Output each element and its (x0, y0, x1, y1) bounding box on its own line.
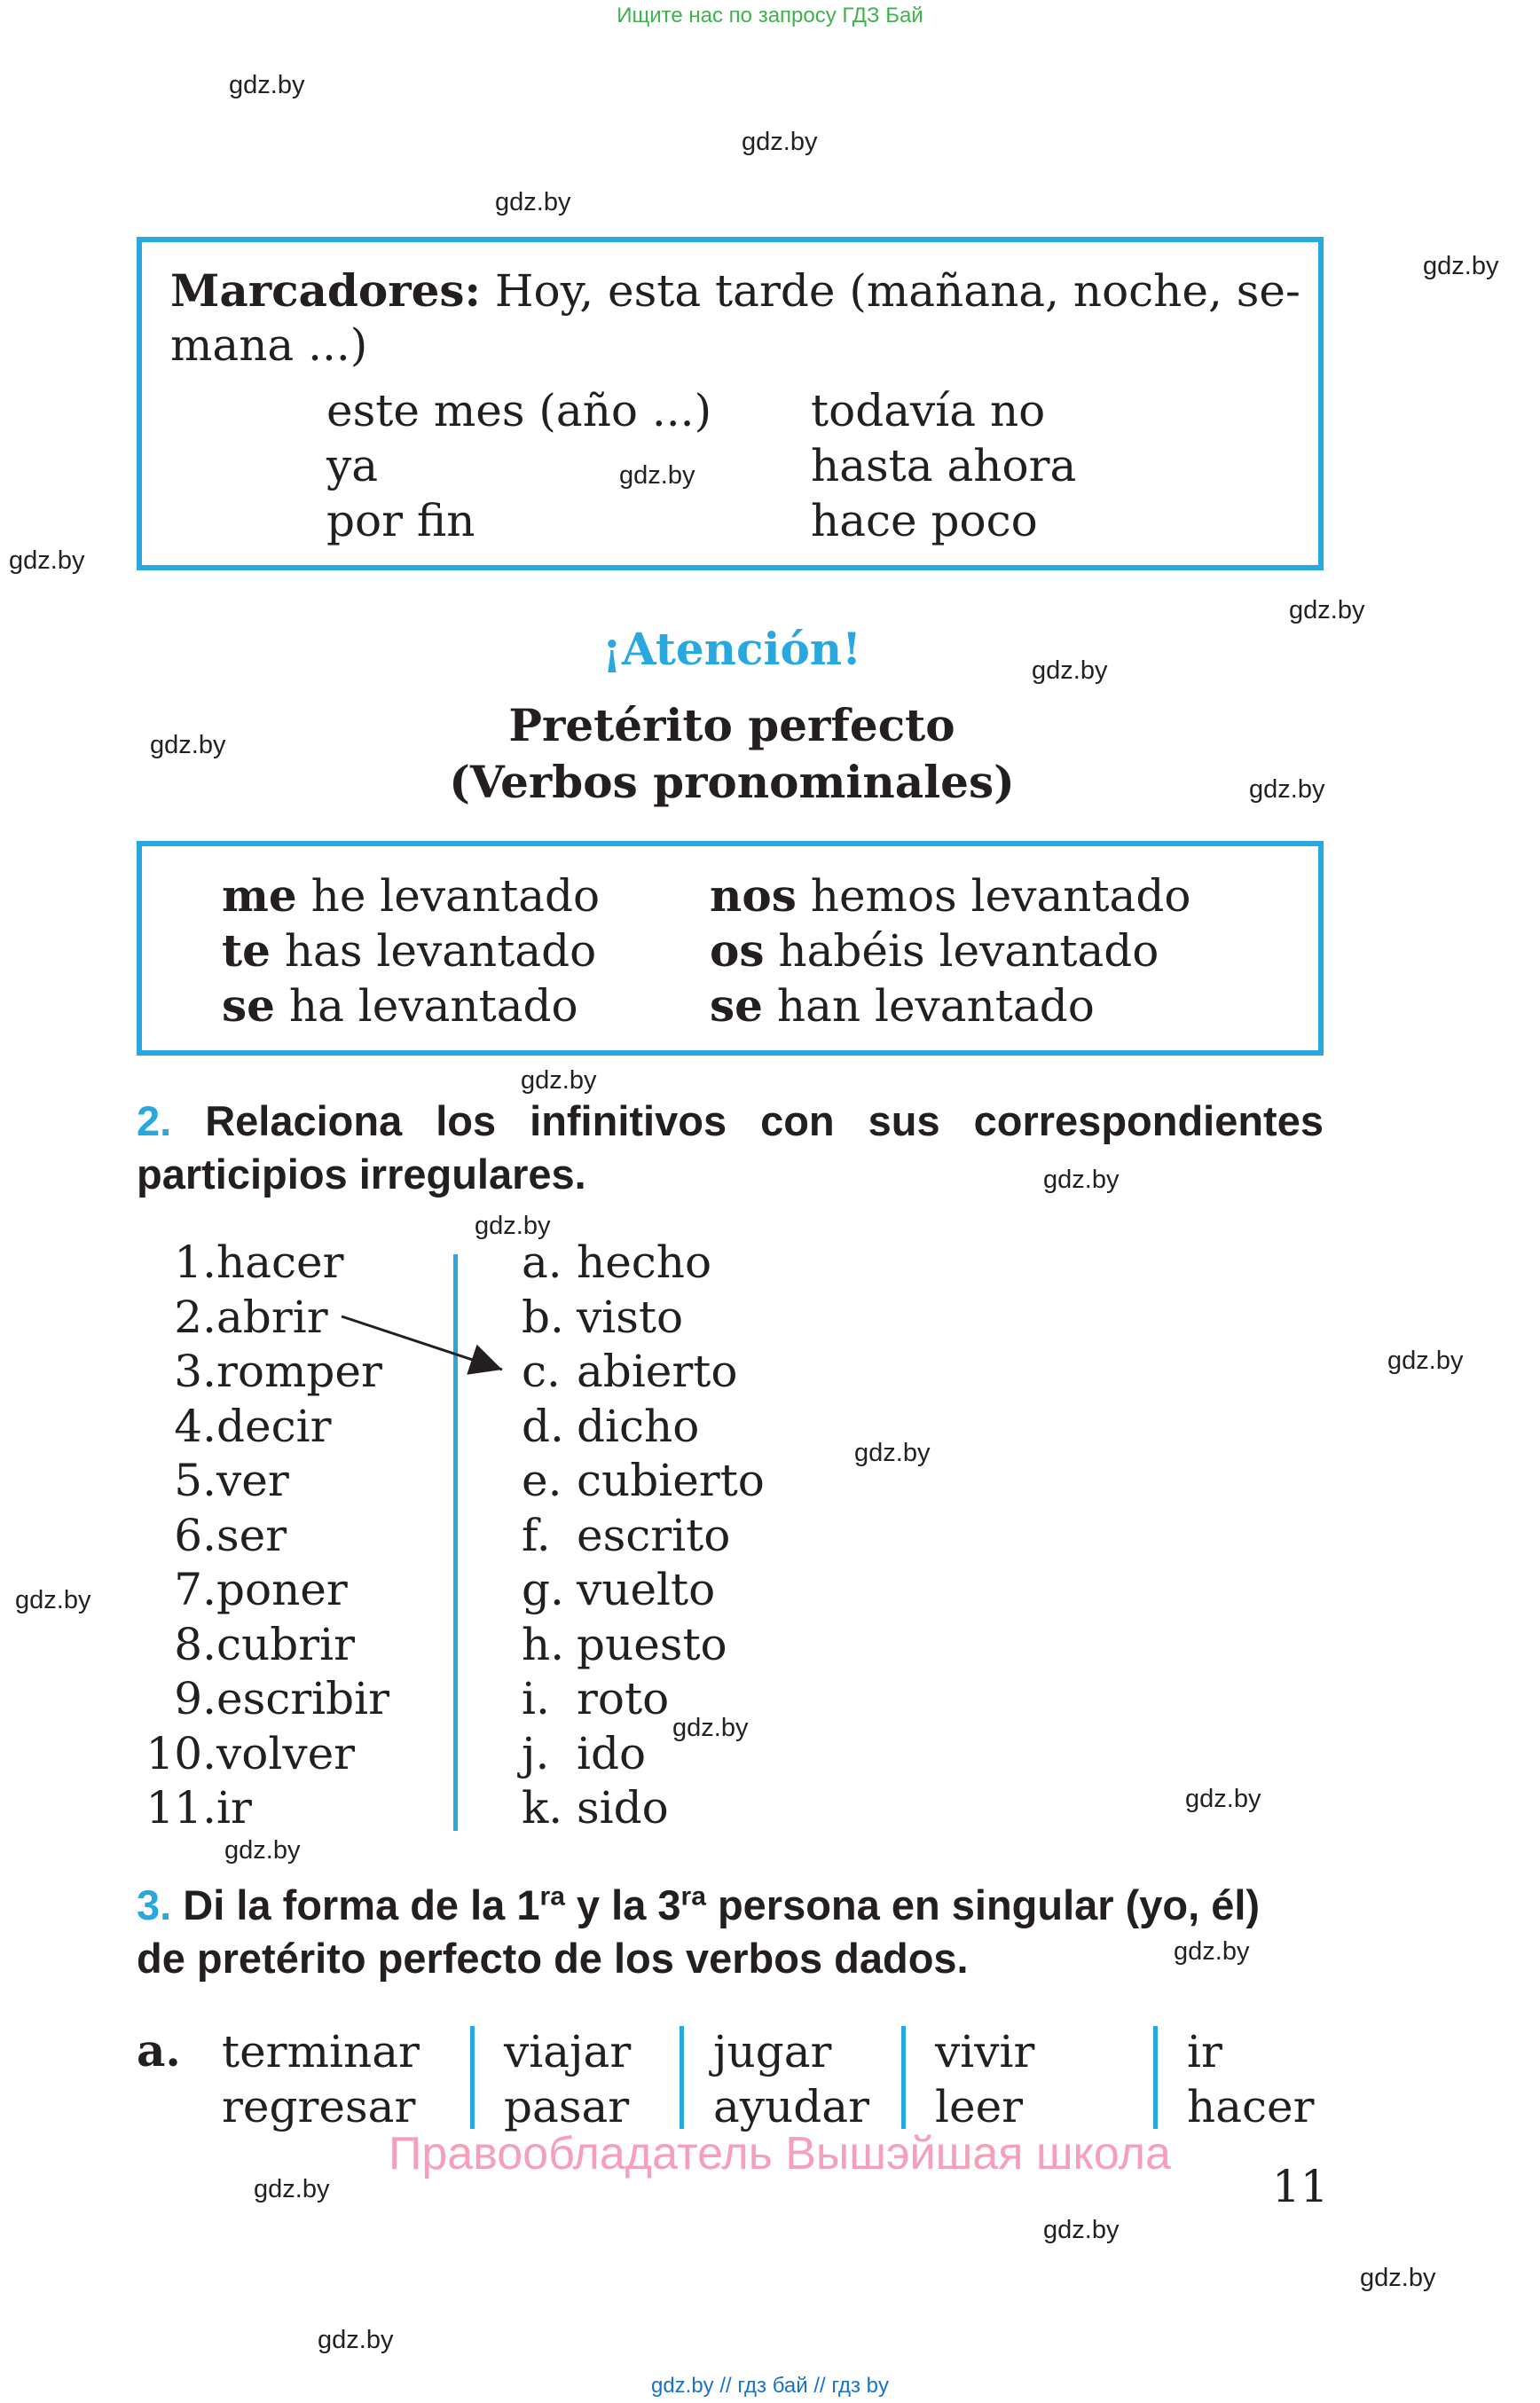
conjugation-row: nos hemos levantado (710, 869, 1191, 922)
verb-item: regresar (222, 2081, 416, 2132)
conjugation-row: os habéis levantado (710, 924, 1159, 977)
watermark: gdz.by (495, 188, 571, 216)
watermark: gdz.by (254, 2175, 330, 2203)
exercise3-label: a. (137, 2024, 181, 2077)
page-number: 11 (1272, 2161, 1329, 2212)
atencion-title: ¡Atención! (601, 623, 862, 675)
watermark: gdz.by (672, 1714, 749, 1742)
watermark: gdz.by (1185, 1785, 1261, 1813)
infinitive-item: 9.escribir (174, 1673, 390, 1724)
infinitive-item: 4.decir (174, 1400, 332, 1452)
participle-item: k. sido (522, 1782, 669, 1834)
column-divider (1153, 2026, 1158, 2129)
marcadores-line1: Marcadores: Hoy, esta tarde (mañana, noche, se- (170, 264, 1300, 317)
watermark: gdz.by (318, 2326, 394, 2354)
watermark: gdz.by (1032, 656, 1108, 685)
exercise3-instruction: 3. Di la forma de la $1^{ra}$ y la $3^{ra}$ persona en singular (yo, él) (137, 1881, 1261, 1928)
watermark: gdz.by (15, 1586, 91, 1614)
participle-item: d. dicho (522, 1400, 700, 1452)
atencion-subtitle: Pretérito perfecto (508, 699, 955, 751)
infinitive-item: 2.abrir (174, 1291, 328, 1343)
infinitive-item: 8.cubrir (174, 1618, 356, 1670)
verb-item: hacer (1187, 2081, 1315, 2132)
participle-item: j. ido (522, 1727, 647, 1779)
verb-item: viajar (504, 2026, 632, 2077)
marcador-item: ya (326, 440, 379, 491)
marcador-item: por fin (326, 495, 475, 546)
watermark: gdz.by (1423, 252, 1499, 280)
column-divider (901, 2026, 906, 2129)
infinitive-item: 3.romper (174, 1346, 382, 1397)
verb-item: jugar (713, 2026, 832, 2077)
participle-item: e. cubierto (522, 1455, 765, 1506)
marcador-item: hace poco (811, 495, 1038, 546)
watermark: gdz.by (475, 1212, 551, 1240)
infinitive-item: 1.hacer (174, 1237, 344, 1288)
marcador-item: este mes (año ...) (326, 385, 712, 436)
watermark: gdz.by (224, 1836, 301, 1865)
exercise2-instruction: 2. Relaciona los infinitivos con sus correspondientes (137, 1097, 1324, 1144)
copyright-notice: Правообладатель Вышэйшая школа (389, 2128, 1171, 2179)
exercise2-instruction: participios irregulares. (137, 1150, 586, 1198)
marcadores-line2: mana ...) (170, 319, 368, 371)
infinitive-item: 5.ver (174, 1455, 289, 1506)
participle-item: f. escrito (522, 1509, 731, 1561)
watermark: gdz.by (1043, 1166, 1120, 1194)
marcador-item: hasta ahora (811, 440, 1077, 491)
participle-item: a. hecho (522, 1237, 712, 1288)
watermark: gdz.by (1249, 775, 1325, 804)
verb-item: ir (1187, 2026, 1222, 2077)
infinitive-item: 10.volver (145, 1727, 356, 1779)
participle-item: b. visto (522, 1291, 684, 1343)
exercise3-instruction: de pretérito perfecto de los verbos dados. (137, 1935, 969, 1982)
footer-links: gdz.by // гдз бай // гдз by (650, 2374, 890, 2398)
watermark: gdz.by (1289, 596, 1365, 624)
infinitive-item: 11.ir (145, 1782, 252, 1834)
conjugation-row: te has levantado (222, 924, 597, 977)
header-notice: Ищите нас по запросу ГДЗ Бай (617, 4, 923, 27)
participle-item: h. puesto (522, 1618, 727, 1670)
watermark: gdz.by (1360, 2264, 1436, 2292)
watermark: gdz.by (742, 128, 818, 156)
infinitive-item: 7.poner (174, 1564, 348, 1615)
atencion-subtitle: (Verbos pronominales) (449, 756, 1015, 808)
watermark: gdz.by (619, 461, 695, 490)
column-divider (680, 2026, 684, 2129)
watermark: gdz.by (150, 731, 226, 759)
conjugation-row: me he levantado (222, 869, 601, 922)
watermark: gdz.by (854, 1439, 931, 1467)
conjugation-row: se ha levantado (222, 979, 578, 1032)
participle-item: g. vuelto (522, 1564, 716, 1615)
verb-item: pasar (504, 2081, 630, 2132)
watermark: gdz.by (1043, 2216, 1120, 2244)
verb-item: ayudar (713, 2081, 869, 2132)
watermark: gdz.by (9, 546, 85, 575)
infinitive-item: 6.ser (174, 1509, 287, 1561)
marcador-item: todavía no (811, 385, 1046, 436)
column-divider (470, 2026, 475, 2129)
verb-item: terminar (222, 2026, 420, 2077)
verb-item: leer (935, 2081, 1024, 2132)
verb-item: vivir (935, 2026, 1035, 2077)
participle-item: i. roto (522, 1673, 670, 1724)
watermark: gdz.by (229, 71, 305, 99)
participle-item: c. abierto (522, 1346, 738, 1397)
watermark: gdz.by (1174, 1937, 1250, 1966)
watermark: gdz.by (1387, 1347, 1464, 1375)
conjugation-row: se han levantado (710, 979, 1095, 1032)
example-arrow-icon (337, 1304, 515, 1384)
watermark: gdz.by (521, 1066, 597, 1095)
